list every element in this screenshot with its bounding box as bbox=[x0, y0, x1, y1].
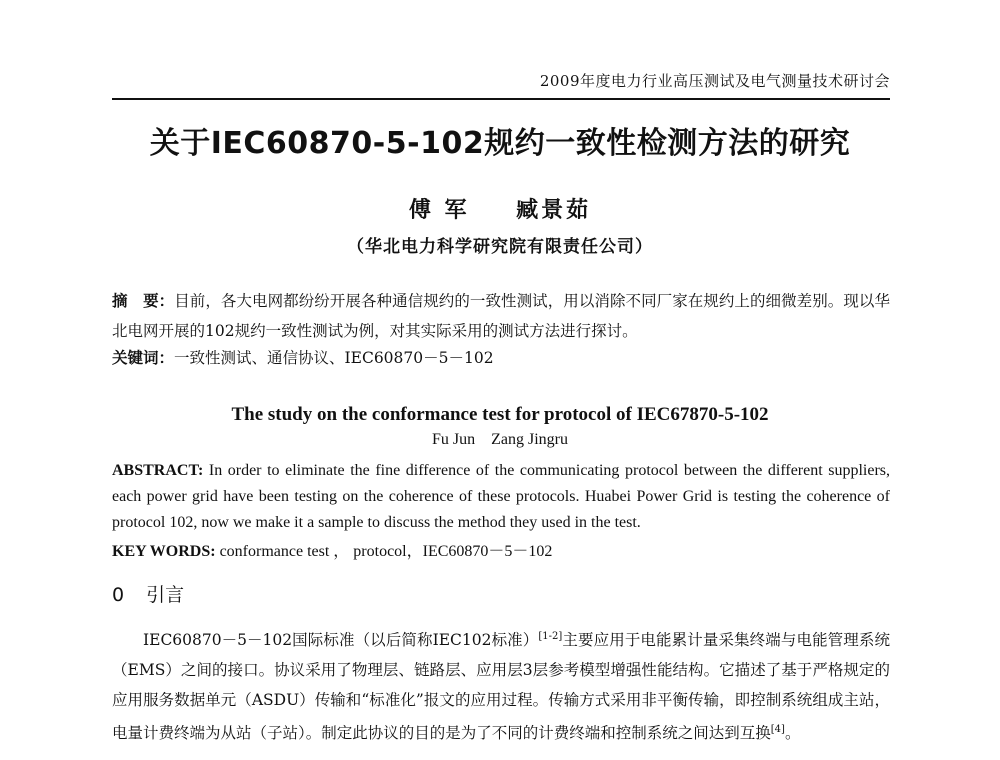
authors-cn bbox=[0, 193, 1000, 224]
keywords-cn-label: 关键词： bbox=[112, 348, 175, 367]
citation-ref-2: [4] bbox=[770, 724, 785, 736]
paper-title-en: The study on the conformance test for protocol of IEC67870-5-102 bbox=[231, 404, 769, 425]
body-text-1: IEC60870－5－102国际标准（以后简称IEC102标准） bbox=[143, 631, 539, 650]
abstract-en-text: In order to eliminate the fine difference of the communicating protocol between the different suppliers, each power grid have been testing on the coherence of these protocols. Huabei Power Grid is testing the coherence of protocol 102, now we make it a sample to discuss the method they used in the test. bbox=[112, 462, 891, 531]
abstract-cn-text: 目前，各大电网都纷纷开展各种通信规约的一致性测试，用以消除不同厂家在规约上的细微差别。现以华北电网开展的102规约一致性测试为例，对其实际采用的测试方法进行探讨。 bbox=[112, 292, 890, 340]
affiliation-cn: （华北电力科学研究院有限责任公司） bbox=[347, 237, 653, 257]
author-en-1: Fu Jun bbox=[432, 431, 476, 448]
keywords-cn-text: 一致性测试、通信协议、IEC60870－5－102 bbox=[174, 349, 494, 367]
authors-en bbox=[0, 431, 1000, 449]
section-number: 0 bbox=[112, 584, 125, 606]
body-paragraph bbox=[112, 622, 890, 748]
abstract-cn-label: 摘 要： bbox=[112, 291, 175, 310]
citation-ref-1: [1-2] bbox=[538, 631, 563, 642]
section-title: 引言 bbox=[146, 584, 185, 606]
paper-title-cn: 关于IEC60870-5-102规约一致性检测方法的研究 bbox=[149, 126, 851, 161]
keywords-en-label: KEY WORDS: bbox=[112, 543, 216, 560]
abstract-en bbox=[112, 458, 890, 536]
keywords-en-text: conformance test ， protocol，IEC60870－5－102 bbox=[219, 543, 553, 560]
header-divider bbox=[112, 98, 890, 100]
body-text-3: 。 bbox=[784, 724, 801, 743]
abstract-en-label: ABSTRACT: bbox=[112, 462, 204, 479]
body-text-2: 主要应用于电能累计量采集终端与电能管理系统（EMS）之间的接口。协议采用了物理层、链路层、应用层3层参考模型增强性能结构。它描述了基于严格规定的应用服务数据单元（ASDU）传输和“标准化”报文的应用过程。传输方式采用非平衡传输，即控制系统组成主站，电量计费终端为从站（子站）。制定此协议的目的是为了不同的计费终端和控制系统之间达到互换 bbox=[112, 631, 890, 743]
author-en-2: Zang Jingru bbox=[491, 431, 568, 448]
keywords-en bbox=[112, 540, 890, 564]
running-header: 2009年度电力行业高压测试及电气测量技术研讨会 bbox=[539, 72, 890, 90]
section-heading bbox=[112, 580, 184, 607]
author-1: 傅 军 bbox=[408, 197, 470, 223]
author-2: 臧景茹 bbox=[516, 197, 592, 223]
abstract-cn bbox=[112, 286, 890, 346]
keywords-cn bbox=[112, 346, 890, 370]
